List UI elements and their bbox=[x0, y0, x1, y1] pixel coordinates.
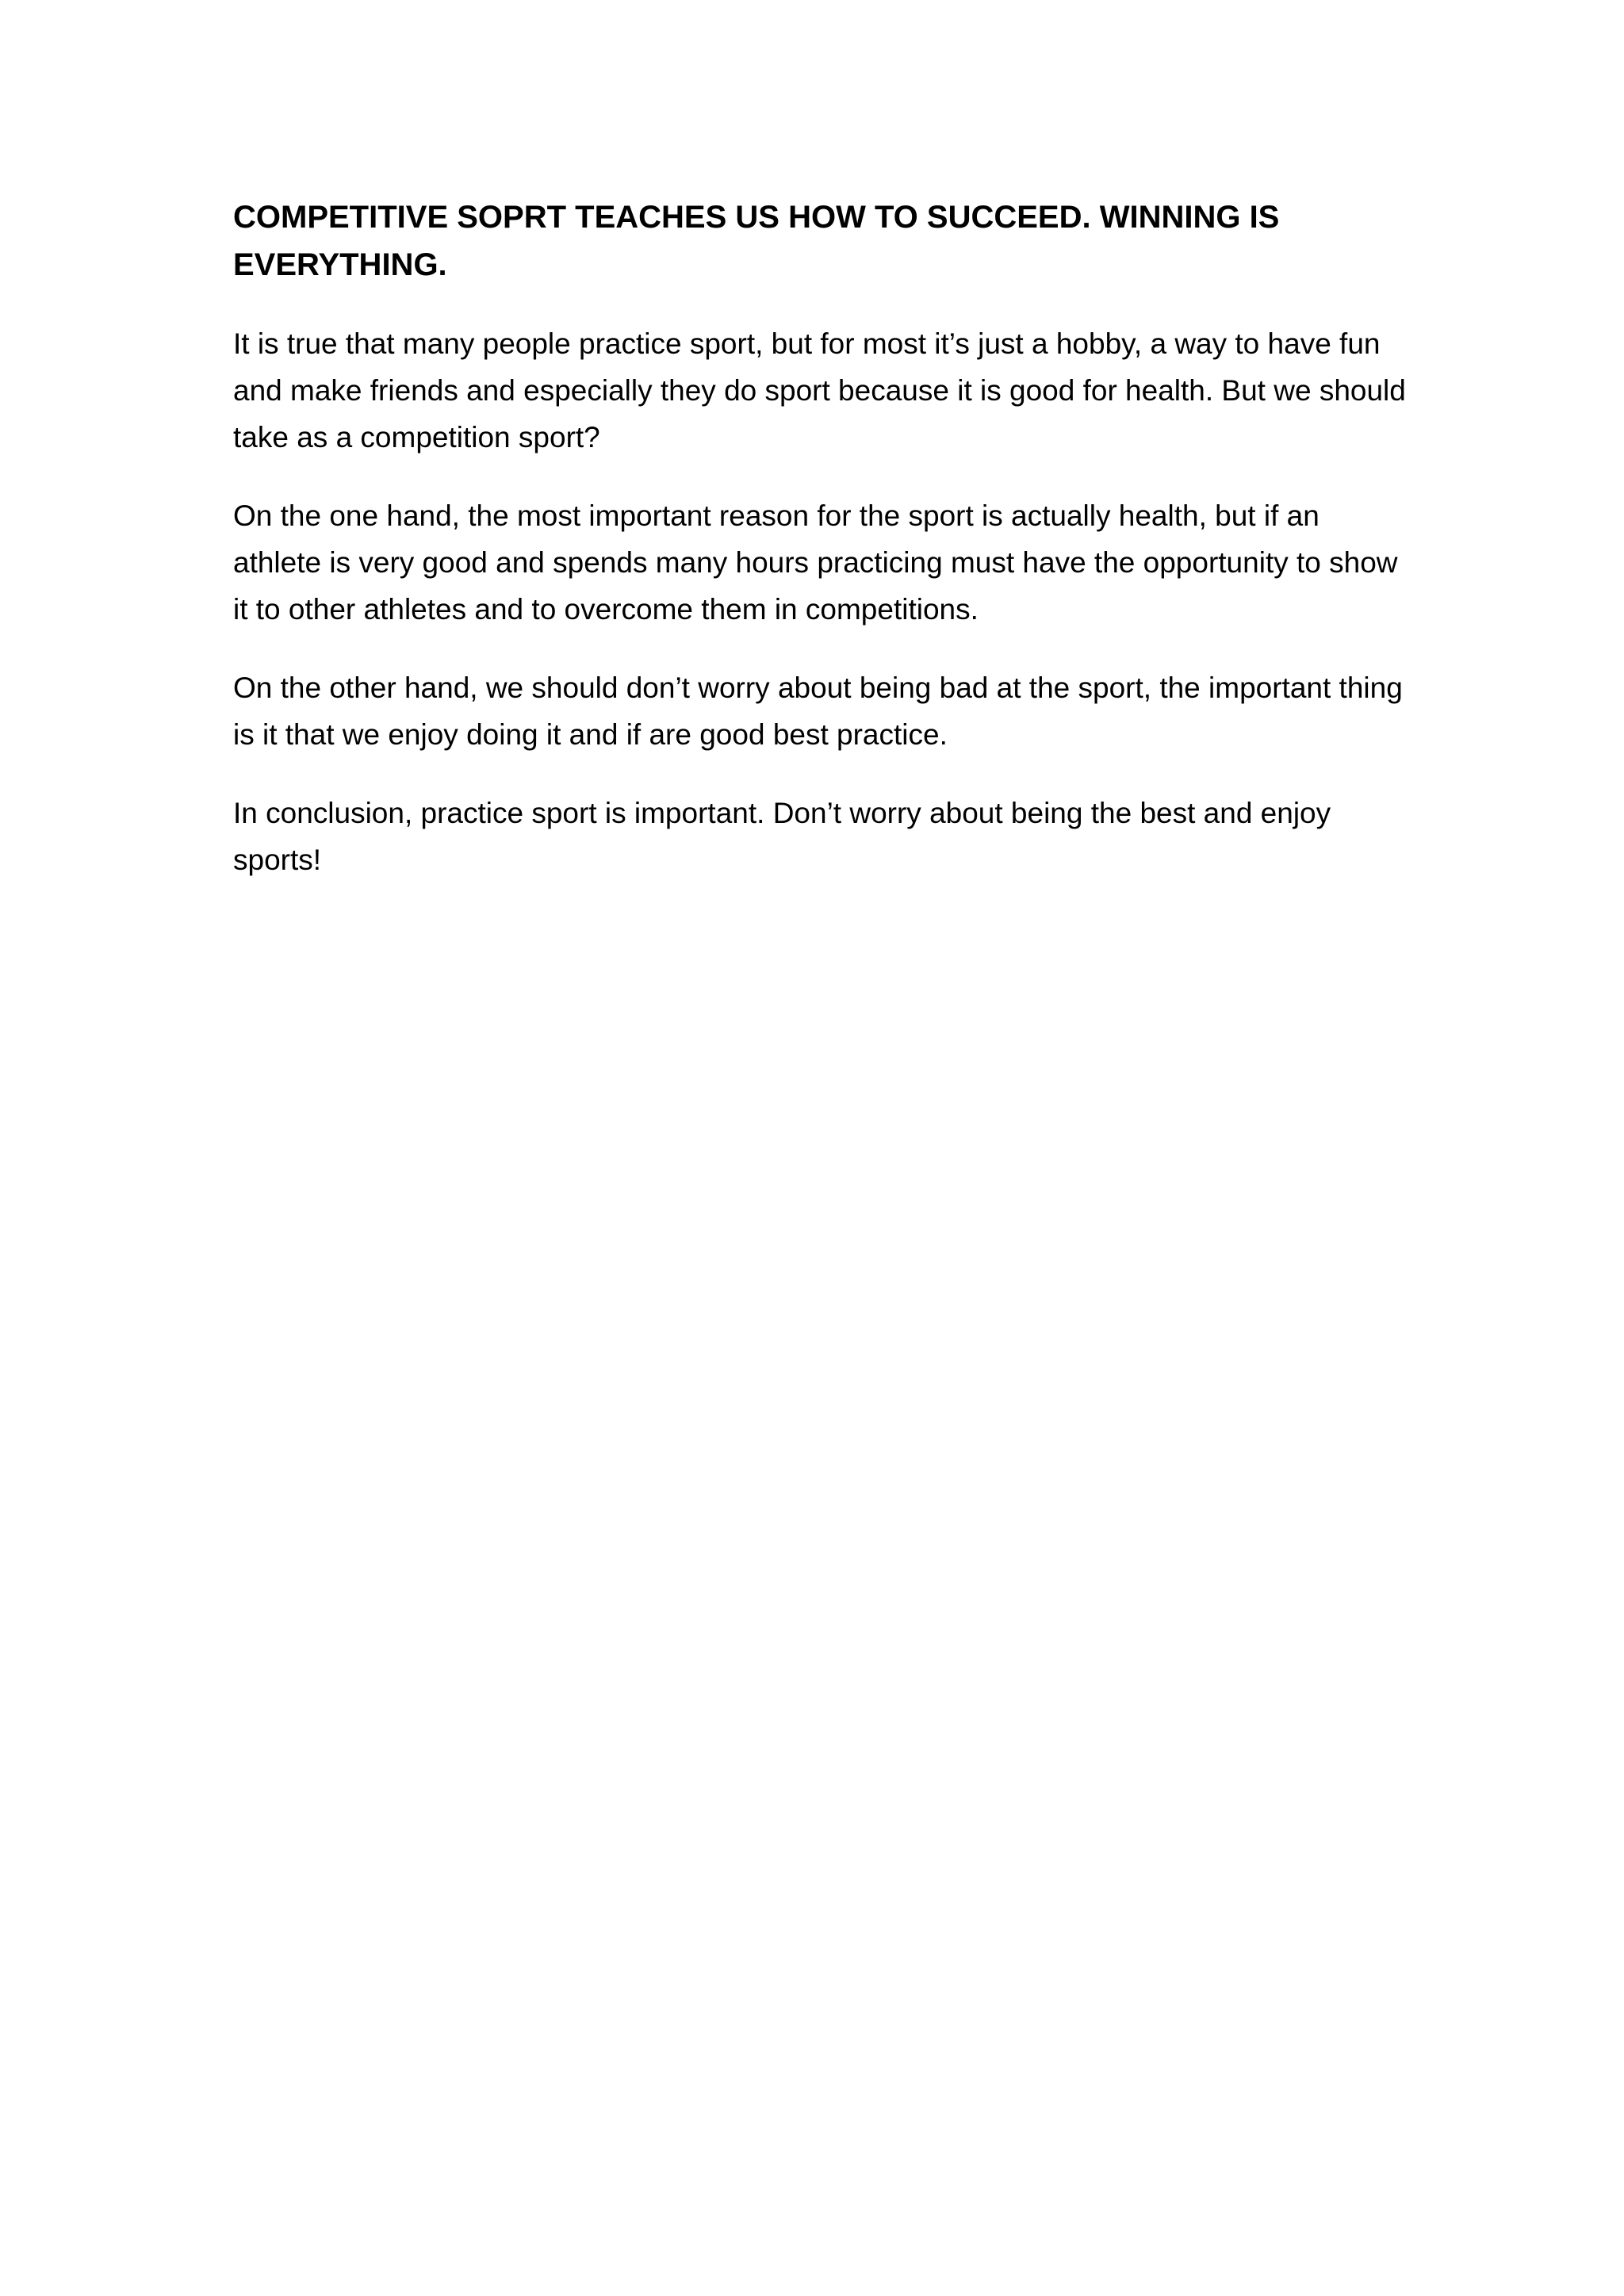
essay-title: COMPETITIVE SOPRT TEACHES US HOW TO SUCCEED. WINNING IS EVERYTHING. bbox=[233, 200, 1280, 282]
document-body bbox=[233, 193, 1407, 883]
paragraph-conclusion: In conclusion, practice sport is important. Don’t worry about being the best and enjoy sports! bbox=[233, 797, 1331, 876]
paragraph-intro: It is true that many people practice sport, but for most it’s just a hobby, a way to have fun and make friends and especially they do sport because it is good for health. But we should take as a competition sport? bbox=[233, 327, 1406, 453]
paragraph-other-hand: On the other hand, we should don’t worry about being bad at the sport, the important thing is it that we enjoy doing it and if are good best practice. bbox=[233, 672, 1403, 751]
paragraph-one-hand: On the one hand, the most important reason for the sport is actually health, but if an athlete is very good and spends many hours practicing must have the opportunity to show it to other athletes and to overcome them in competitions. bbox=[233, 499, 1398, 626]
